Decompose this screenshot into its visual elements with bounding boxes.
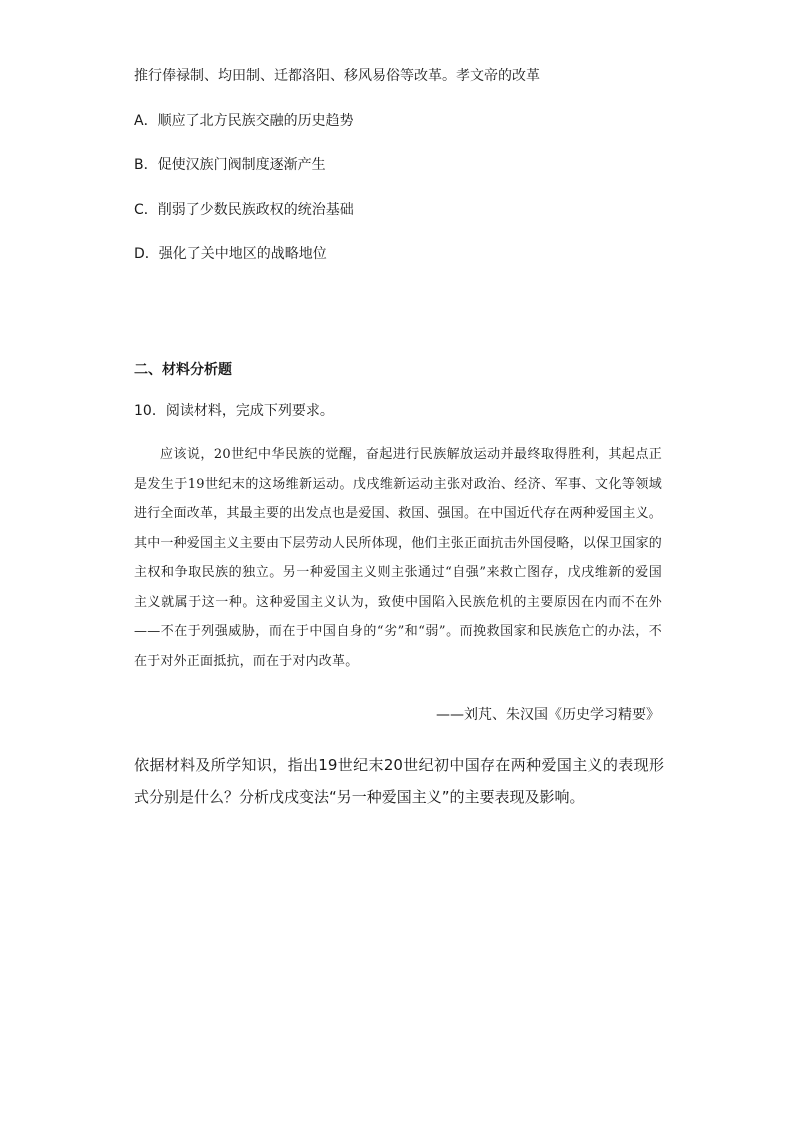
option-d: D．强化了关中地区的战略地位 bbox=[134, 246, 327, 262]
question-task: 依据材料及所学知识，指出19世纪末20世纪初中国存在两种爱国主义的表现形式分别是什么？分析戊戌变法“另一种爱国主义”的主要表现及影响。 bbox=[134, 756, 664, 806]
section-heading: 二、材料分析题 bbox=[134, 362, 232, 378]
option-c: C．削弱了少数民族政权的统治基础 bbox=[134, 202, 354, 218]
option-b: B．促使汉族门阀制度逐渐产生 bbox=[134, 157, 326, 173]
question-stem-tail: 推行俸禄制、均田制、迁都洛阳、移风易俗等改革。孝文帝的改革 bbox=[134, 68, 540, 84]
question-intro: 10．阅读材料，完成下列要求。 bbox=[134, 403, 334, 419]
material-source: ——刘芃、朱汉国《历史学习精要》 bbox=[436, 707, 660, 723]
material-passage: 应该说，20世纪中华民族的觉醒，奋起进行民族解放运动并最终取得胜利，其起点正是发生于19世纪末的这场维新运动。戊戌维新运动主张对政治、经济、军事、文化等领域进行全面改革，其最主要的出发点也是爱国、救国、强国。在中国近代存在两种爱国主义。其中一种爱国主义主要由下层劳动人民所体现，他们主张正面抗击外国侵略，以保卫国家的主权和争取民族的独立。另一种爱国主义则主张通过“自强”来救亡图存，戊戌维新的爱国主义就属于这一种。这种爱国主义认为，致使中国陷入民族危机的主要原因在内而不在外——不在于列强威胁，而在于中国自身的“劣”和“弱”。而挽救国家和民族危亡的办法，不在于对外正面抵抗，而在于对内改革。 bbox=[134, 447, 663, 669]
option-a: A．顺应了北方民族交融的历史趋势 bbox=[134, 113, 354, 129]
